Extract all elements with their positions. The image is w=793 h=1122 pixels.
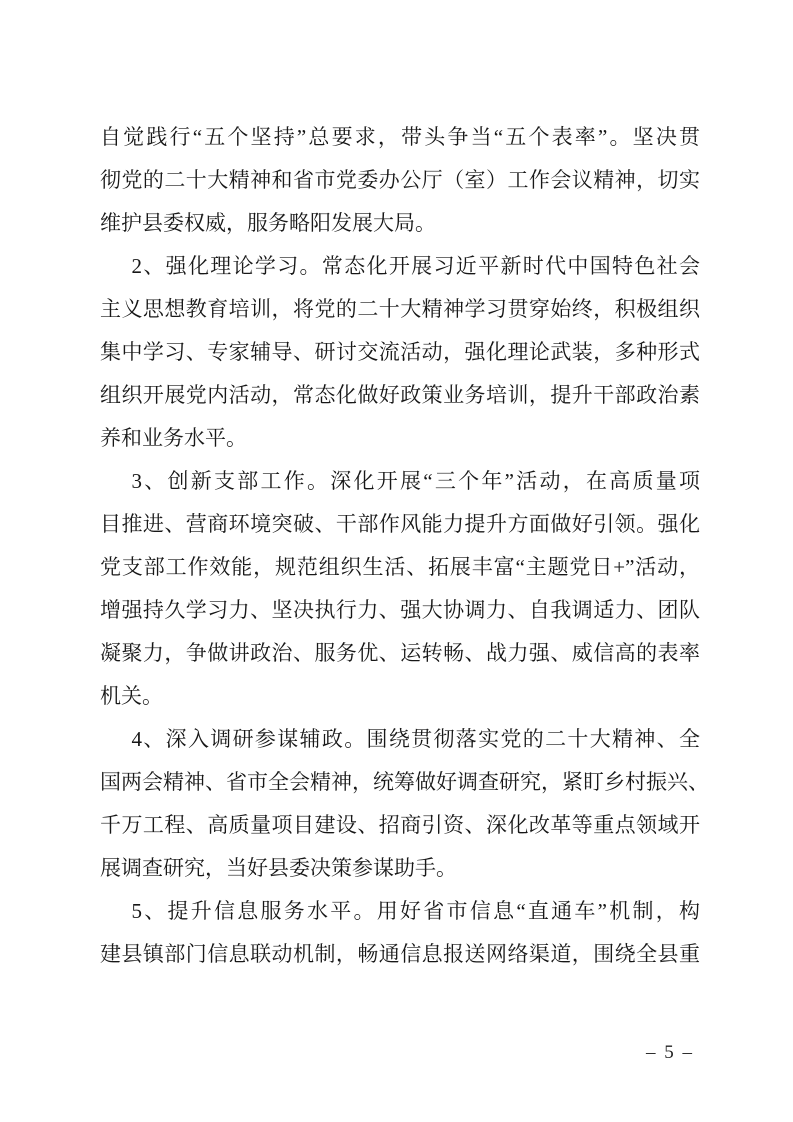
text-line: 党支部工作效能，规范组织生活、拓展丰富“主题党日+”活动， — [100, 555, 700, 579]
text-line: 机关。 — [100, 684, 163, 708]
text-line: 自觉践行“五个坚持”总要求，带头争当“五个表率”。坚决贯 — [100, 125, 700, 149]
text-line: 增强持久学习力、坚决执行力、强大协调力、自我调适力、团队 — [100, 598, 700, 622]
text-line: 组织开展党内活动，常态化做好政策业务培训，提升干部政治素 — [100, 383, 700, 407]
text-line: 主义思想教育培训，将党的二十大精神学习贯穿始终，积极组织 — [100, 297, 700, 321]
text-line: 建县镇部门信息联动机制，畅通信息报送网络渠道，围绕全县重 — [100, 942, 700, 966]
text-line: 集中学习、专家辅导、研讨交流活动，强化理论武装，多种形式 — [100, 340, 700, 364]
text-line: 展调查研究，当好县委决策参谋助手。 — [100, 856, 457, 880]
text-line: 彻党的二十大精神和省市党委办公厅（室）工作会议精神，切实 — [100, 168, 700, 192]
text-line-paragraph-2-start: 2、强化理论学习。常态化开展习近平新时代中国特色社会 — [131, 254, 700, 278]
text-line: 国两会精神、省市全会精神，统筹做好调查研究，紧盯乡村振兴、 — [100, 770, 709, 794]
text-line: 目推进、营商环境突破、干部作风能力提升方面做好引领。强化 — [100, 512, 700, 536]
page-number: – 5 – — [646, 1042, 694, 1063]
text-line: 千万工程、高质量项目建设、招商引资、深化改革等重点领域开 — [100, 813, 700, 837]
text-line: 凝聚力，争做讲政治、服务优、运转畅、战力强、威信高的表率 — [100, 641, 700, 665]
body-text-block — [100, 116, 709, 976]
text-line-paragraph-3-start: 3、创新支部工作。深化开展“三个年”活动，在高质量项 — [131, 469, 700, 493]
text-line-paragraph-5-start: 5、提升信息服务水平。用好省市信息“直通车”机制，构 — [131, 899, 700, 923]
text-line-paragraph-4-start: 4、深入调研参谋辅政。围绕贯彻落实党的二十大精神、全 — [131, 727, 700, 751]
text-line: 维护县委权威，服务略阳发展大局。 — [100, 211, 436, 235]
text-line: 养和业务水平。 — [100, 426, 247, 450]
